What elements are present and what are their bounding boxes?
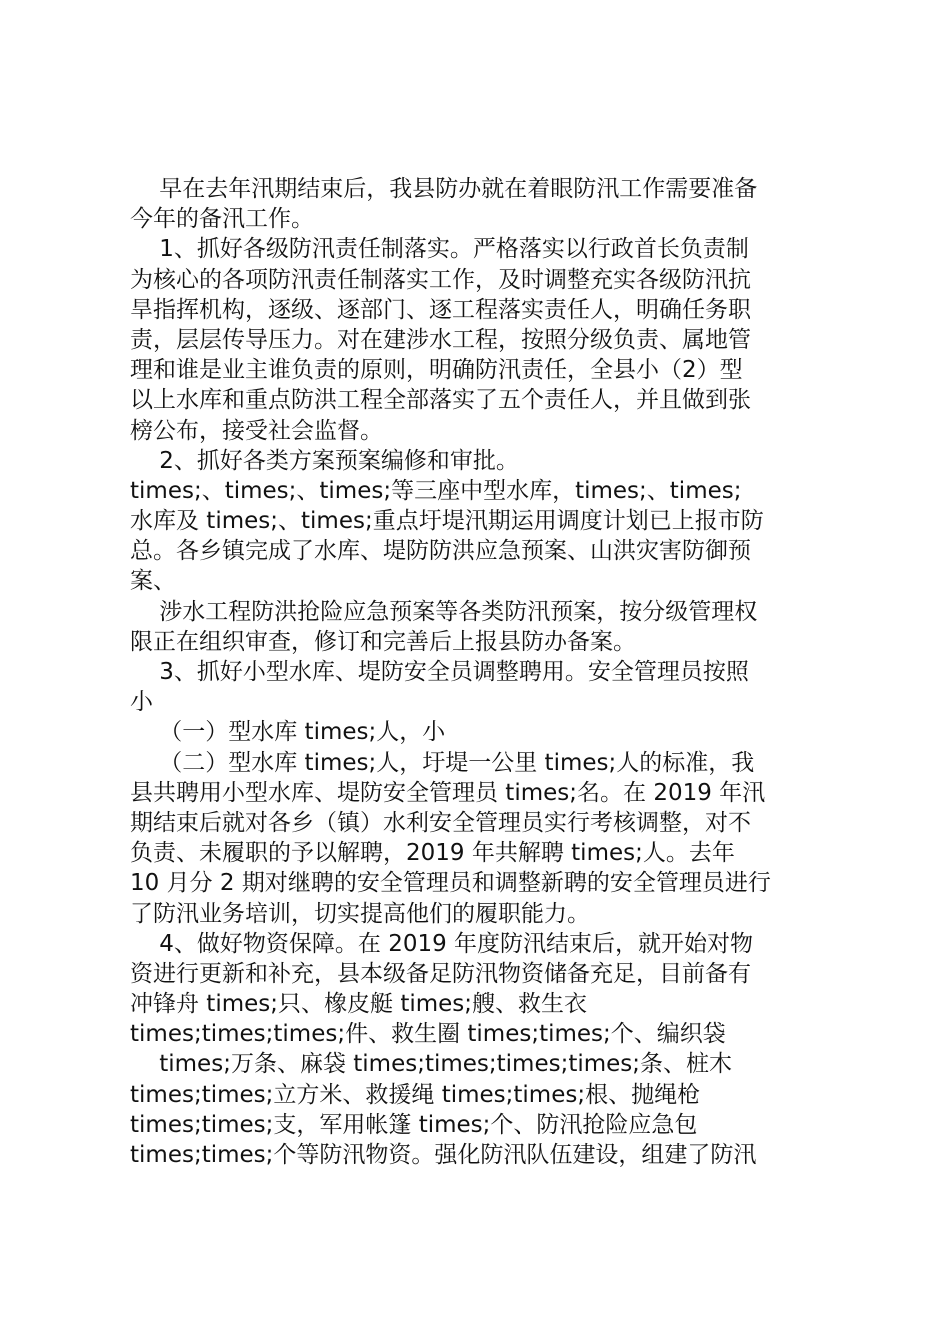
text-line: times;times;支，军用帐篷 times;个、防汛抢险应急包 <box>130 1111 698 1138</box>
text-line: 3、抓好小型水库、堤防安全员调整聘用。安全管理员按照 <box>130 659 749 685</box>
text-line: times;times;立方米、救援绳 times;times;根、抛绳枪 <box>130 1081 701 1108</box>
text-line: 限正在组织审查，修订和完善后上报县防办备案。 <box>130 628 636 655</box>
text-line: 资进行更新和补充，县本级备足防汛物资储备充足，目前备有 <box>130 960 751 987</box>
text-line: 4、做好物资保障。在 2019 年度防汛结束后，就开始对物 <box>130 930 754 957</box>
text-line: 冲锋舟 times;只、橡皮艇 times;艘、救生衣 <box>130 991 588 1018</box>
text-line: 案、 <box>130 568 176 595</box>
text-line: （二）型水库 times;人，圩堤一公里 times;人的标准，我 <box>130 749 755 776</box>
text-line: 2、抓好各类方案预案编修和审批。 <box>130 447 519 474</box>
text-line: 县共聘用小型水库、堤防安全管理员 times;名。在 2019 年汛 <box>130 779 766 806</box>
text-line: 期结束后就对各乡（镇）水利安全管理员实行考核调整，对不 <box>130 809 751 836</box>
text-line: times;times;个等防汛物资。强化防汛队伍建设，组建了防汛 <box>130 1142 757 1168</box>
text-line: （一）型水库 times;人，小 <box>130 719 446 746</box>
text-line: 总。各乡镇完成了水库、堤防防洪应急预案、山洪灾害防御预 <box>130 538 751 565</box>
text-line: 榜公布，接受社会监督。 <box>130 417 383 444</box>
text-line: 理和谁是业主谁负责的原则，明确防汛责任，全县小（2）型 <box>130 357 743 384</box>
body-text <box>130 174 840 1170</box>
text-line: times;times;times;件、救生圈 times;times;个、编织袋 <box>130 1021 726 1048</box>
text-line: 水库及 times;、times;重点圩堤汛期运用调度计划已上报市防 <box>130 508 764 535</box>
text-line: 涉水工程防洪抢险应急预案等各类防汛预案，按分级管理权 <box>130 598 758 625</box>
text-line: 为核心的各项防汛责任制落实工作，及时调整充实各级防汛抗 <box>130 266 751 293</box>
text-line: times;万条、麻袋 times;times;times;times;条、桩木 <box>130 1051 733 1078</box>
text-line: 小 <box>130 689 153 716</box>
text-line: 旱指挥机构，逐级、逐部门、逐工程落实责任人，明确任务职 <box>130 296 751 323</box>
text-line: 了防汛业务培训，切实提高他们的履职能力。 <box>130 900 590 927</box>
text-line: times;、times;、times;等三座中型水库，times;、times; <box>130 477 742 504</box>
text-line: 以上水库和重点防洪工程全部落实了五个责任人，并且做到张 <box>130 387 751 414</box>
text-line: 10 月分 2 期对继聘的安全管理员和调整新聘的安全管理员进行 <box>130 870 771 897</box>
text-line: 早在去年汛期结束后，我县防办就在着眼防汛工作需要准备 <box>130 176 758 202</box>
text-line: 责，层层传导压力。对在建涉水工程，按照分级负责、属地管 <box>130 326 751 353</box>
text-line: 1、抓好各级防汛责任制落实。严格落实以行政首长负责制 <box>130 236 749 263</box>
text-line: 负责、未履职的予以解聘，2019 年共解聘 times;人。去年 <box>130 840 735 867</box>
text-line: 今年的备汛工作。 <box>130 206 314 233</box>
